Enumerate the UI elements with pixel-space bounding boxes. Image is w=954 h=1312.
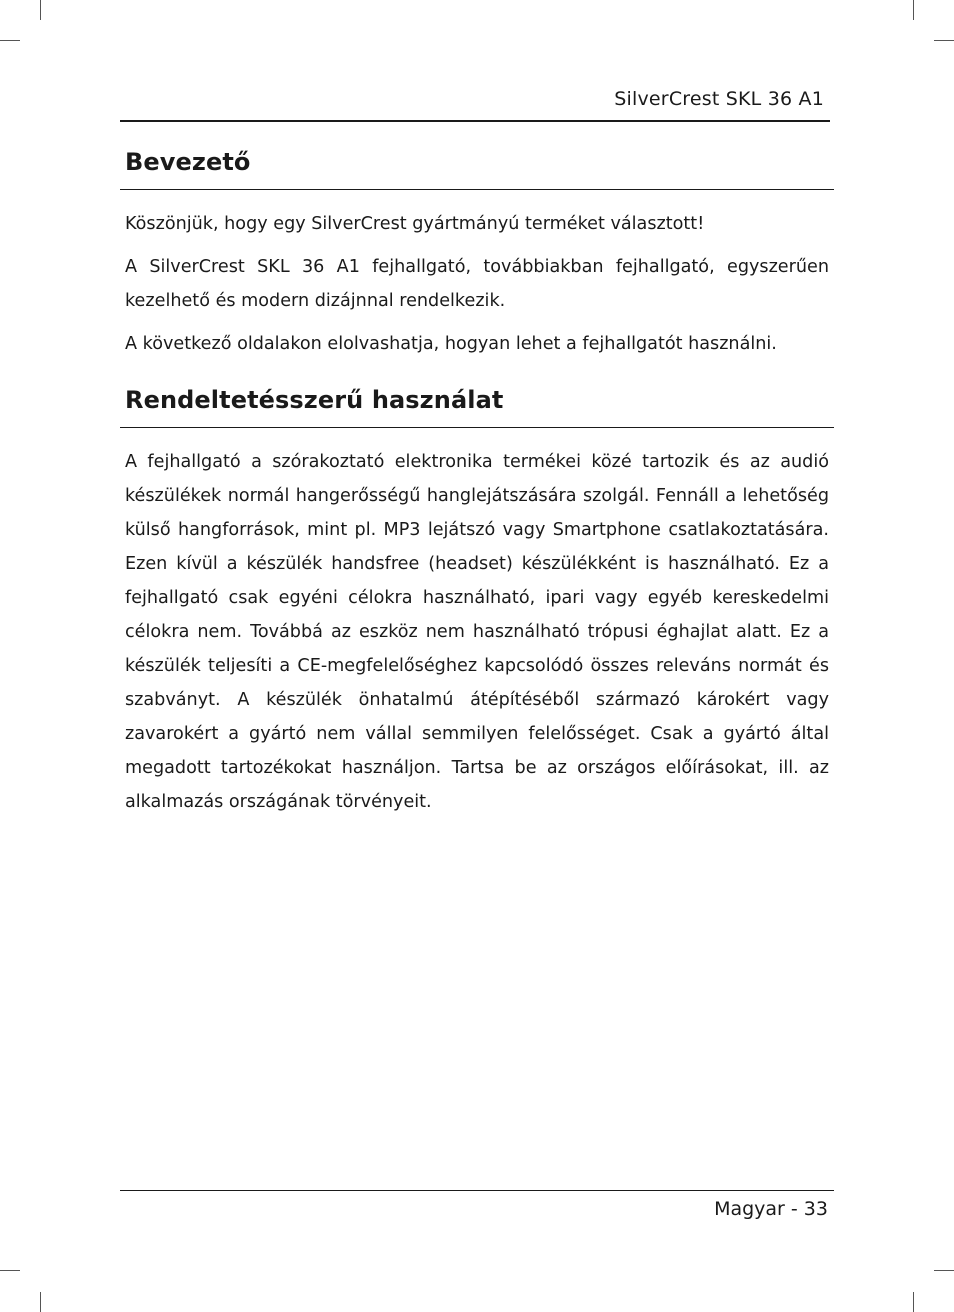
crop-mark <box>934 1270 954 1271</box>
section-rule <box>120 427 834 428</box>
crop-mark <box>913 1292 914 1312</box>
paragraph: Köszönjük, hogy egy SilverCrest gyártmányú terméket választott! <box>125 214 705 234</box>
section-rule <box>120 189 834 190</box>
paragraph: A SilverCrest SKL 36 A1 fejhallgató, továbbiakban fejhallgató, egyszerűen kezelhető és modern dizájnnal rendelkezik. <box>125 257 829 311</box>
paragraph: A következő oldalakon elolvashatja, hogyan lehet a fejhallgatót használni. <box>125 334 777 354</box>
footer-rule <box>120 1190 834 1191</box>
crop-mark <box>40 1292 41 1312</box>
paragraph: A fejhallgató a szórakoztató elektronika termékei közé tartozik és az audió készülékek normál hangerősségű hanglejátszására szolgál. Fennáll a lehetőség külső hangforrások, mint pl. MP3 lejátszó vagy Smartphone csatlakoztatására. Ezen kívül a készülék handsfree (headset) készülékként is használható. Ez a fejhallgató csak egyéni célokra használható, ipari vagy egyéb kereskedelmi célokra nem. Továbbá az eszköz nem használható trópusi éghajlat alatt. Ez a készülék teljesíti a CE-megfelelőséghez kapcsolódó összes releváns normát és szabványt. A készülék önhatalmú átépítéséből származó károkért vagy zavarokért a gyártó nem vállal semmilyen felelősséget. Csak a gyártó által megadott tartozékokat használjon. Tartsa be az országos előírásokat, ill. az alkalmazás országának törvényeit. <box>125 452 829 812</box>
crop-mark <box>934 40 954 41</box>
crop-mark <box>0 40 20 41</box>
crop-mark <box>913 0 914 20</box>
page-number: Magyar - 33 <box>714 1198 828 1220</box>
running-header: SilverCrest SKL 36 A1 <box>614 88 824 110</box>
section-heading-intended-use: Rendeltetésszerű használat <box>125 386 504 414</box>
crop-mark <box>40 0 41 20</box>
section-heading-introduction: Bevezető <box>125 148 251 176</box>
crop-mark <box>0 1270 20 1271</box>
header-rule <box>120 120 830 122</box>
